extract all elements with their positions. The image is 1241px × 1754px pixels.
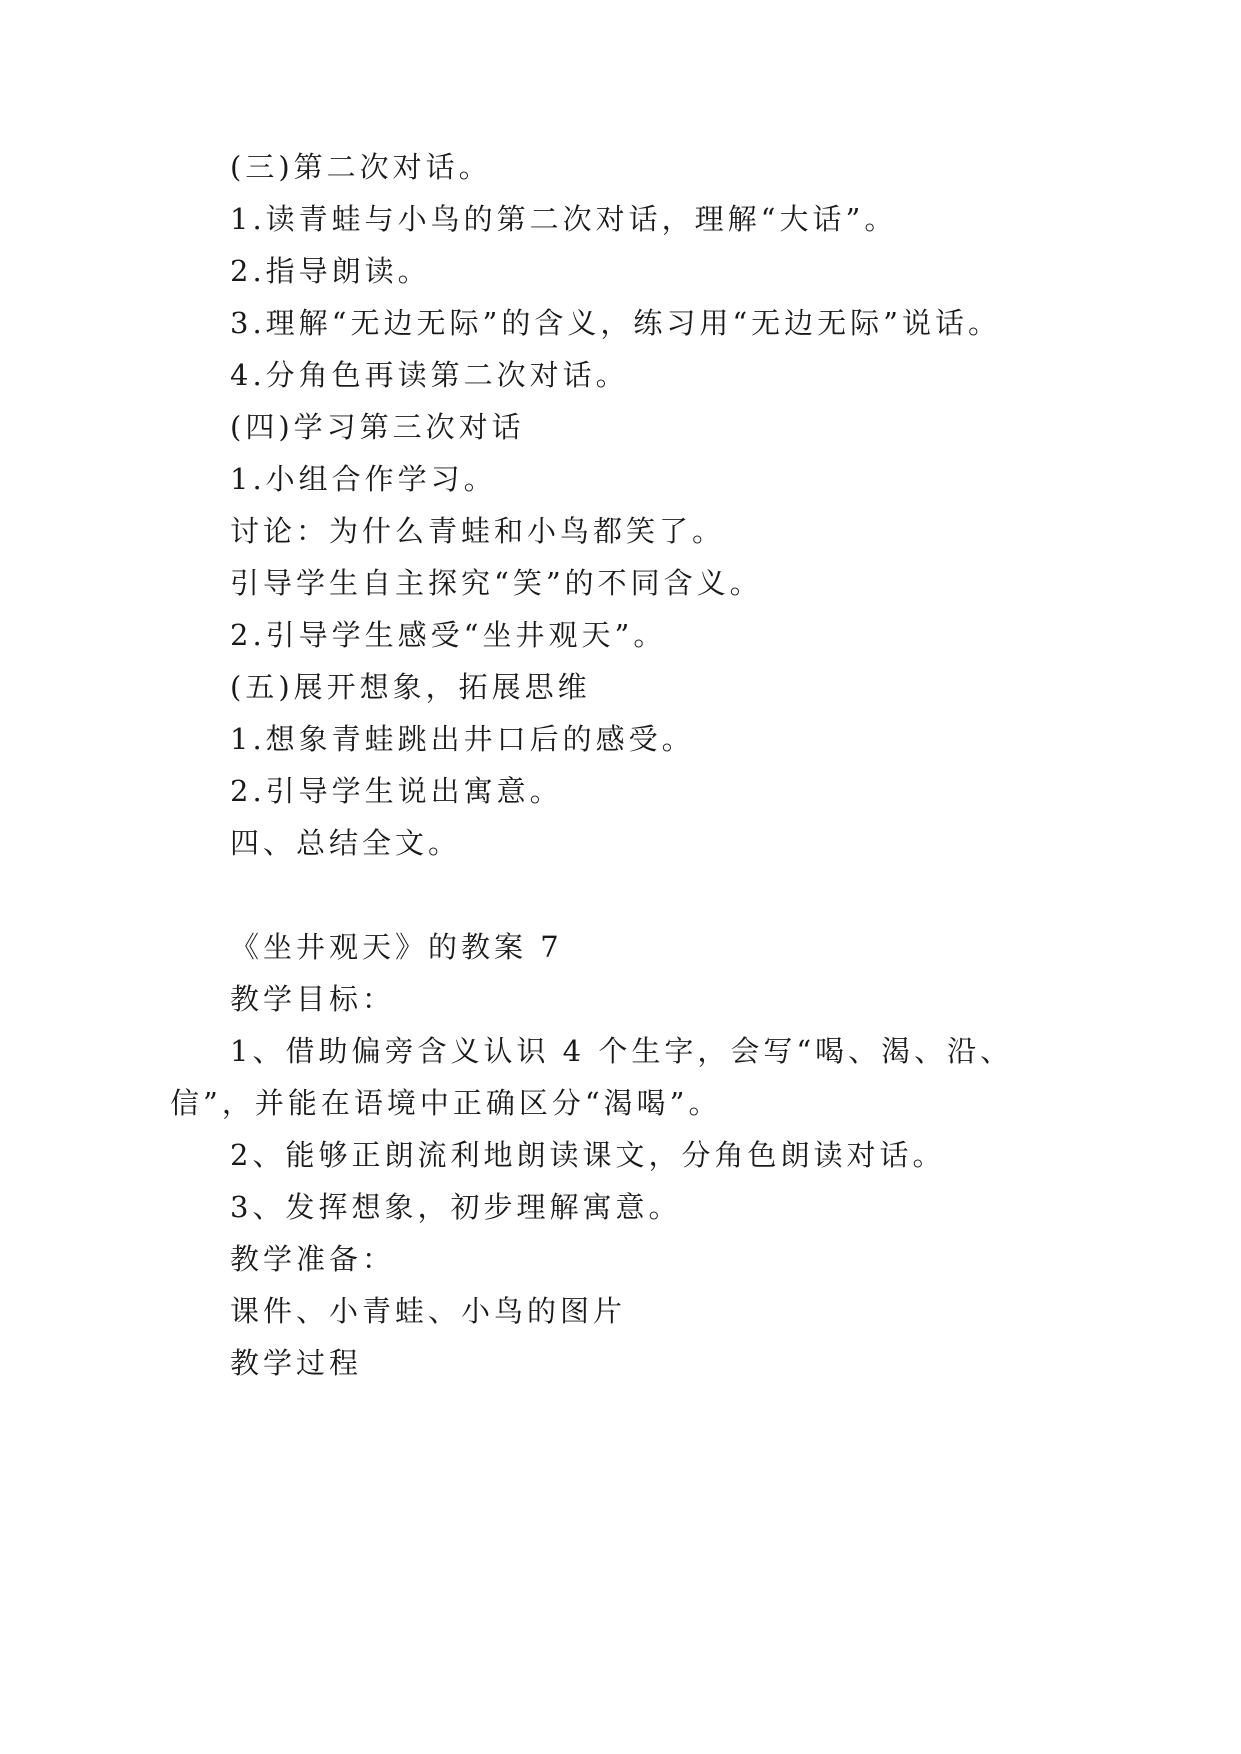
process-label: 教学过程 xyxy=(230,1346,363,1380)
list-item: 3.理解“无边无际”的含义，练习用“无边无际”说话。 xyxy=(230,306,1001,340)
section-heading-third-dialogue: (三)第二次对话。 xyxy=(230,150,492,184)
goals-label: 教学目标： xyxy=(230,982,396,1016)
goal-item: 3、发挥想象，初步理解寓意。 xyxy=(230,1190,682,1224)
list-item: 2.引导学生说出寓意。 xyxy=(230,774,563,808)
goal-item: 1、借助偏旁含义认识 4 个生字，会写“喝、渴、沿、 xyxy=(230,1034,1014,1068)
goal-item-continuation: 信”，并能在语境中正确区分“渴喝”。 xyxy=(170,1086,722,1120)
prep-label: 教学准备： xyxy=(230,1242,396,1276)
goal-item: 2、能够正朗流利地朗读课文，分角色朗读对话。 xyxy=(230,1138,946,1172)
prep-content: 课件、小青蛙、小鸟的图片 xyxy=(230,1294,627,1328)
lesson-title: 《坐井观天》的教案 7 xyxy=(230,930,563,964)
list-item: 4.分角色再读第二次对话。 xyxy=(230,358,629,392)
section-heading-imagination: (五)展开想象，拓展思维 xyxy=(230,670,591,704)
list-item: 2.引导学生感受“坐井观天”。 xyxy=(230,618,667,652)
list-item: 1.想象青蛙跳出井口后的感受。 xyxy=(230,722,695,756)
discussion-text: 讨论：为什么青蛙和小鸟都笑了。 xyxy=(230,514,726,548)
list-item: 2.指导朗读。 xyxy=(230,254,431,288)
list-item: 1.小组合作学习。 xyxy=(230,462,497,496)
list-item: 1.读青蛙与小鸟的第二次对话，理解“大话”。 xyxy=(230,202,898,236)
summary-heading: 四、总结全文。 xyxy=(230,826,462,860)
section-heading-third-dialogue-study: (四)学习第三次对话 xyxy=(230,410,525,444)
guide-text: 引导学生自主探究“笑”的不同含义。 xyxy=(230,566,763,600)
